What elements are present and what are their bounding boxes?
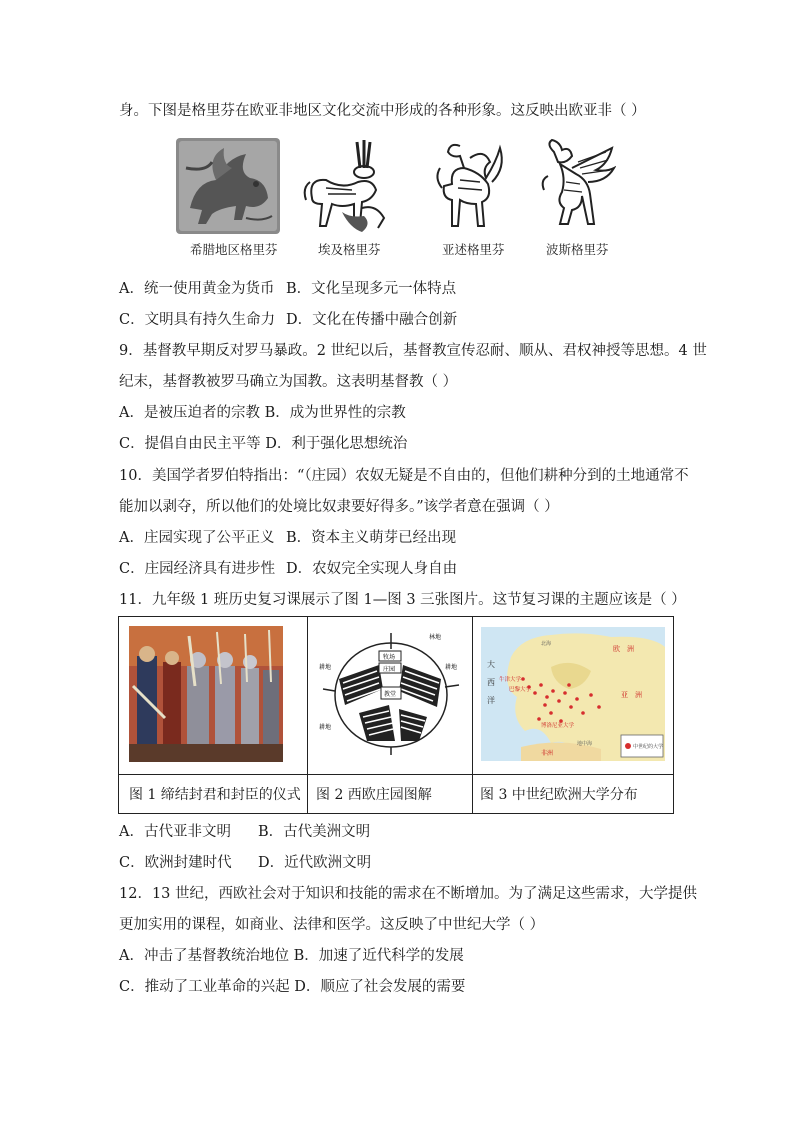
- map-label: 博洛尼亚大学: [541, 723, 575, 729]
- griffin-caption-egypt: 埃及格里芬: [318, 242, 381, 257]
- map-label: 北海: [541, 641, 552, 647]
- fig1-ceremony-image: [129, 626, 283, 766]
- q10-option-b[interactable]: B．资本主义萌芽已经出现: [286, 530, 457, 546]
- q10-option-d[interactable]: D．农奴完全实现人身自由: [286, 561, 458, 577]
- map-label: 牛津大学: [499, 677, 522, 683]
- manor-label: 耕地: [319, 724, 332, 731]
- manor-label: 林地: [429, 634, 442, 641]
- griffin-caption-persia: 波斯格里芬: [546, 242, 609, 257]
- fig1-caption: 图 1 缔结封君和封臣的仪式: [129, 787, 301, 803]
- map-label: 非洲: [541, 750, 554, 757]
- q9-options-ab[interactable]: A．是被压迫者的宗教 B．成为世界性的宗教: [119, 405, 406, 421]
- q12-stem-line2: 更加实用的课程，如商业、法律和医学。这反映了中世纪大学（ ）: [119, 917, 545, 933]
- griffin-caption-greek: 希腊地区格里芬: [190, 242, 278, 257]
- manor-label: 庄园: [383, 666, 396, 673]
- q8-option-c[interactable]: C．文明具有持久生命力: [119, 312, 276, 328]
- q12-stem-line1: 12．13 世纪，西欧社会对于知识和技能的需求在不断增加。为了满足这些需求，大学提供: [119, 886, 698, 902]
- q11-figure-table: [118, 616, 674, 814]
- intro-line: 身。下图是格里芬在欧亚非地区文化交流中形成的各种形象。这反映出欧亚非（ ）: [119, 103, 646, 119]
- q9-stem-line1: 9．基督教早期反对罗马暴政。2 世纪以后，基督教宣传忍耐、顺从、君权神授等思想。4 世: [119, 343, 707, 359]
- manor-label: 耕地: [319, 664, 332, 671]
- table-divider: [307, 617, 308, 813]
- q8-option-d[interactable]: D．文化在传播中融合创新: [286, 312, 458, 328]
- fig3-europe-map: [481, 627, 665, 765]
- fig2-manor-diagram: [319, 629, 461, 761]
- greek-griffin-image: [176, 138, 280, 238]
- q10-stem-line2: 能加以剥夺，所以他们的处境比奴隶要好得多。”该学者意在强调（ ）: [119, 499, 559, 515]
- map-label: 欧 洲: [613, 645, 634, 653]
- fig2-caption: 图 2 西欧庄园图解: [316, 787, 432, 803]
- table-divider: [472, 617, 473, 813]
- q9-stem-line2: 纪末，基督教被罗马确立为国教。这表明基督教（ ）: [119, 374, 458, 390]
- persian-griffin-image: [536, 138, 616, 238]
- map-label: 地中海: [577, 741, 593, 747]
- map-label: 大: [487, 660, 495, 669]
- griffin-image-strip: [176, 138, 616, 260]
- fig3-caption: 图 3 中世纪欧洲大学分布: [480, 787, 638, 803]
- map-label: 巴黎大学: [509, 687, 532, 693]
- q10-stem-line1: 10．美国学者罗伯特指出：“（庄园）农奴无疑是不自由的，但他们耕种分到的土地通常不: [119, 468, 689, 484]
- map-label: 西: [487, 678, 495, 687]
- map-label: 亚 洲: [621, 691, 642, 699]
- q10-option-c[interactable]: C．庄园经济具有进步性: [119, 561, 276, 577]
- q11-option-c[interactable]: C．欧洲封建时代: [119, 855, 232, 871]
- q12-options-ab[interactable]: A．冲击了基督教统治地位 B．加速了近代科学的发展: [119, 948, 464, 964]
- assyrian-griffin-image: [430, 138, 510, 240]
- map-legend: 中世纪的大学: [633, 744, 664, 750]
- table-divider: [119, 774, 673, 775]
- manor-label: 耕地: [445, 664, 458, 671]
- q11-option-a[interactable]: A．古代亚非文明: [119, 824, 231, 840]
- q11-option-b[interactable]: B．古代美洲文明: [258, 824, 371, 840]
- q12-options-cd[interactable]: C．推动了工业革命的兴起 D．顺应了社会发展的需要: [119, 979, 466, 995]
- griffin-caption-assyria: 亚述格里芬: [442, 242, 505, 257]
- manor-label: 教堂: [384, 691, 397, 698]
- q10-option-a[interactable]: A．庄园实现了公平正义: [119, 530, 275, 546]
- egyptian-griffin-image: [302, 138, 394, 242]
- q8-option-b[interactable]: B．文化呈现多元一体特点: [286, 281, 457, 297]
- q9-options-cd[interactable]: C．提倡自由民主平等 D．利于强化思想统治: [119, 436, 408, 452]
- manor-label: 牧场: [383, 654, 396, 661]
- q11-stem-line1: 11．九年级 1 班历史复习课展示了图 1—图 3 三张图片。这节复习课的主题应该是（ ）: [119, 592, 686, 608]
- map-label: 洋: [487, 696, 495, 705]
- q11-option-d[interactable]: D．近代欧洲文明: [258, 855, 372, 871]
- q8-option-a[interactable]: A．统一使用黄金为货币: [119, 281, 275, 297]
